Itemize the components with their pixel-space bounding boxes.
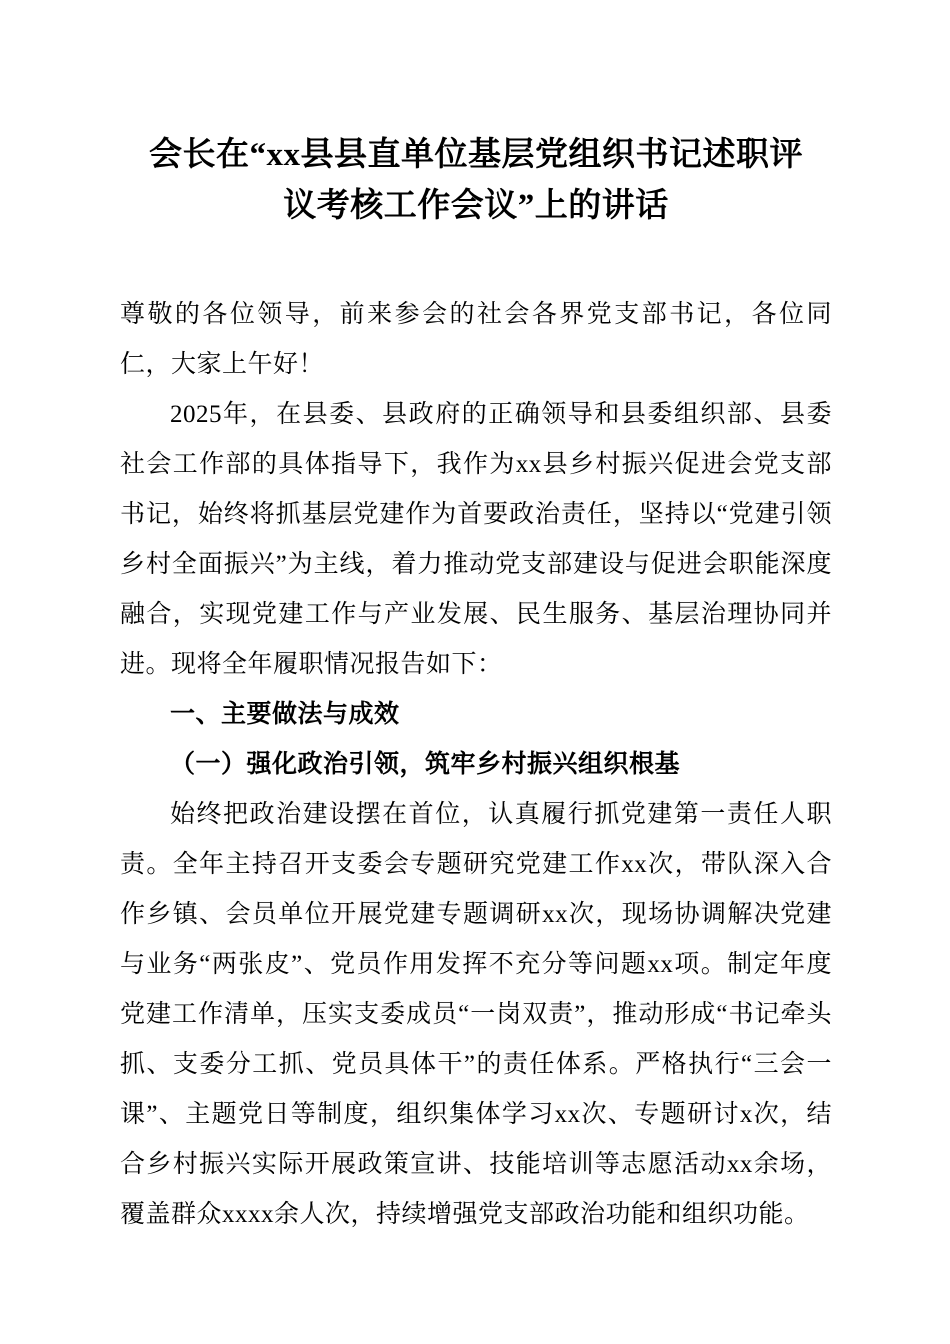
section-heading: 一、主要做法与成效 xyxy=(170,701,400,729)
paragraph-intro: 2025年，在县委、县政府的正确领导和县委组织部、县委社会工作部的具体指导下，我作为xx县乡村振兴促进会党支部书记，始终将抓基层党建作为首要政治责任，坚持以“党建引领乡村全面振兴”为主线，着力推动党支部建设与促进会职能深度融合，实现党建工作与产业发展、民生服务、基层治理协同并进。现将全年履职情况报告如下： xyxy=(120,401,832,679)
subsection-heading: （一）强化政治引领，筑牢乡村振兴组织根基 xyxy=(170,751,681,779)
document-title: 会长在“xx县县直单位基层党组织书记述职评议考核工作会议”上的讲话 xyxy=(149,137,803,225)
document-body xyxy=(120,290,832,1240)
paragraph-salutation: 尊敬的各位领导，前来参会的社会各界党支部书记，各位同仁，大家上午好！ xyxy=(120,301,832,379)
body-paragraph: 始终把政治建设摆在首位，认真履行抓党建第一责任人职责。全年主持召开支委会专题研究党建工作xx次，带队深入合作乡镇、会员单位开展党建专题调研xx次，现场协调解决党建与业务“两张皮”、党员作用发挥不充分等问题xx项。制定年度党建工作清单，压实支委成员“一岗双责”，推动形成“书记牵头抓、支委分工抓、党员具体干”的责任体系。严格执行“三会一课”、主题党日等制度，组织集体学习xx次、专题研讨x次，结合乡村振兴实际开展政策宣讲、技能培训等志愿活动xx余场，覆盖群众xxxx余人次，持续增强党支部政治功能和组织功能。 xyxy=(120,801,832,1229)
